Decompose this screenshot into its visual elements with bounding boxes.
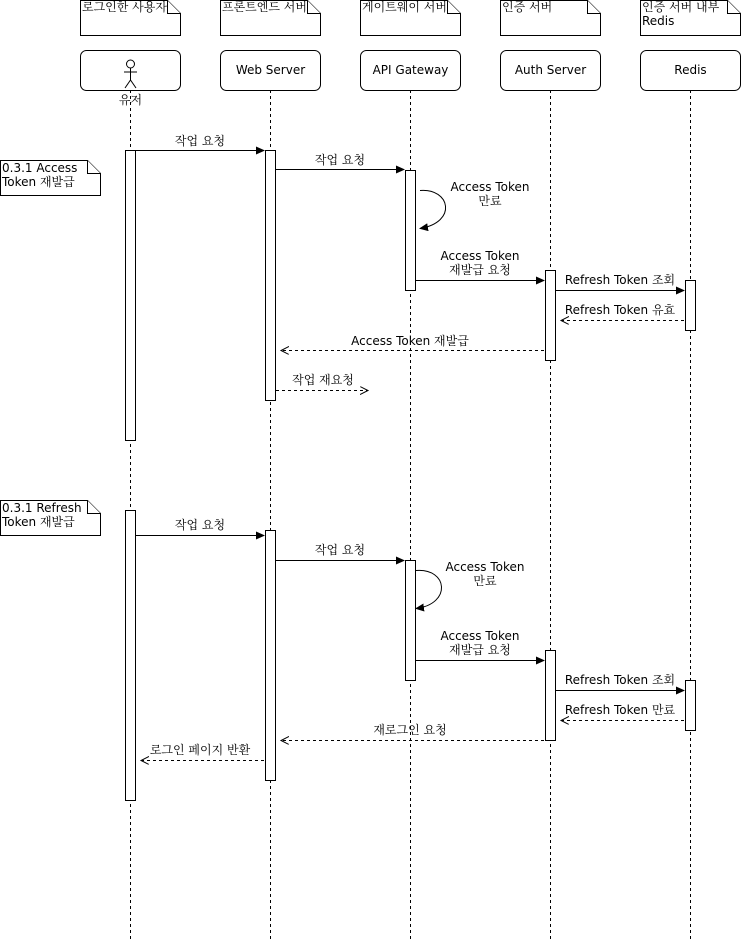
message-label: 작업 요청 <box>314 153 366 167</box>
note-text: 0.3.1 Access <box>2 161 78 175</box>
activation-auth-server <box>546 651 556 741</box>
message-1 <box>136 517 264 536</box>
message-label: 작업 요청 <box>174 134 226 148</box>
participant-label: Web Server <box>235 63 306 77</box>
participant-note-redis <box>641 0 741 36</box>
scenario-1-note <box>1 161 101 196</box>
message-label: 로그인 페이지 반환 <box>149 743 251 757</box>
note-text: 인증 서버 <box>502 0 553 14</box>
note-text: 0.3.1 Refresh <box>2 501 82 515</box>
message-label: 작업 요청 <box>314 543 366 557</box>
participant-note-web-server <box>221 0 321 36</box>
note-text: Token 재발급 <box>2 175 75 189</box>
participant-note-auth-server <box>501 0 601 36</box>
message-3 <box>416 629 544 661</box>
activation-web-server <box>266 531 276 781</box>
message-label: Access Token <box>445 560 525 574</box>
message-7 <box>276 372 368 391</box>
message-label: Refresh Token 유효 <box>564 303 676 317</box>
message-6 <box>281 333 544 351</box>
note-text: Token 재발급 <box>2 515 75 529</box>
message-label: 재로그인 요청 <box>373 723 447 737</box>
activation-redis <box>686 681 696 731</box>
participant-user <box>81 51 181 108</box>
self-message <box>416 560 525 609</box>
activation-auth-server <box>546 271 556 361</box>
participant-auth-server <box>501 51 601 91</box>
message-label: Refresh Token 만료 <box>564 703 676 717</box>
message-label: 작업 요청 <box>174 518 226 532</box>
note-text: 프론트엔드 서버 <box>222 0 307 14</box>
message-label: 재발급 요청 <box>449 263 511 277</box>
message-label: 만료 <box>478 194 502 208</box>
note-text: 로그인한 사용자 <box>82 0 167 14</box>
message-label: Access Token <box>440 629 520 643</box>
note-text: 게이트웨이 서버 <box>362 0 447 14</box>
activation-user <box>126 151 136 441</box>
message-3 <box>416 249 544 281</box>
message-label: 재발급 요청 <box>449 643 511 657</box>
participant-label: 유저 <box>118 93 143 107</box>
participant-note-api-gateway <box>361 0 461 36</box>
self-message <box>420 180 530 229</box>
activation-api-gateway <box>406 561 416 681</box>
message-1 <box>136 133 264 151</box>
note-text: Redis <box>642 14 675 28</box>
message-5 <box>561 303 684 321</box>
message-6 <box>281 722 544 741</box>
message-5 <box>561 702 684 721</box>
activation-api-gateway <box>406 171 416 291</box>
message-7 <box>141 742 264 761</box>
message-label: Access Token <box>450 180 530 194</box>
message-label: 작업 재요청 <box>292 373 354 387</box>
participant-label: Auth Server <box>514 63 587 77</box>
scenario-2-note <box>1 501 101 536</box>
participant-api-gateway <box>361 51 461 91</box>
message-label: 만료 <box>473 574 497 588</box>
message-4 <box>556 272 684 291</box>
message-2 <box>276 542 404 561</box>
activation-user <box>126 511 136 801</box>
participant-label: Redis <box>674 63 707 77</box>
message-label: Access Token <box>440 249 520 263</box>
message-2 <box>276 152 404 170</box>
message-4 <box>556 672 684 691</box>
participant-label: API Gateway <box>372 63 449 77</box>
message-label: Refresh Token 조회 <box>564 273 676 287</box>
activation-redis <box>686 281 696 331</box>
note-text: 인증 서버 내부 <box>642 0 720 14</box>
participant-web-server <box>221 51 321 91</box>
message-label: Refresh Token 조회 <box>564 673 676 687</box>
message-label: Access Token 재발급 <box>351 334 469 348</box>
participant-note-user <box>81 0 181 36</box>
participant-redis <box>641 51 741 91</box>
activation-web-server <box>266 151 276 401</box>
